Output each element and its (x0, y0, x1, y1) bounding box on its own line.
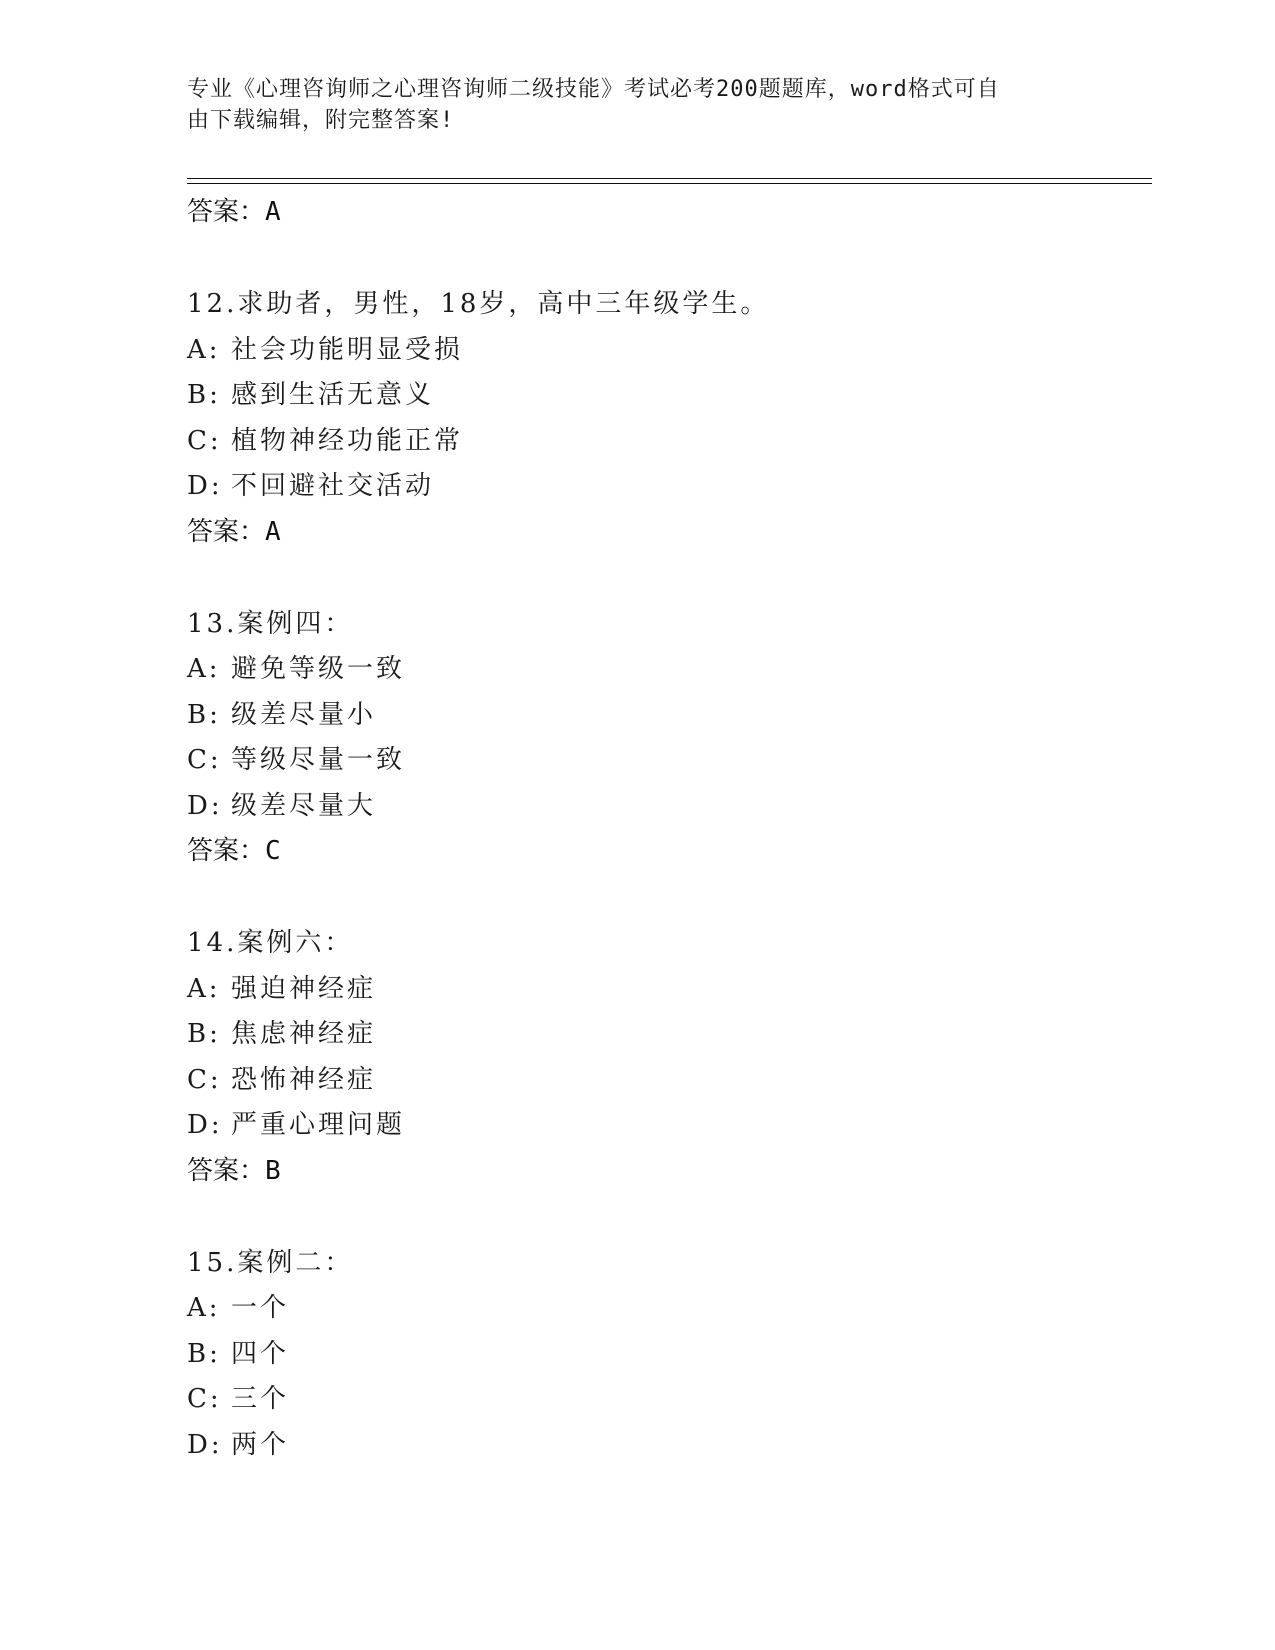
option-b (187, 693, 1087, 739)
option-b (187, 373, 1087, 419)
option-a (187, 328, 1087, 374)
question-block-12 (187, 282, 1087, 555)
question-block-14 (187, 921, 1087, 1194)
option-a (187, 1286, 1087, 1332)
option-letter: D: (187, 471, 223, 501)
option-text: 感到生活无意义 (231, 380, 435, 410)
option-text: 四个 (231, 1338, 290, 1369)
option-d (187, 784, 1087, 830)
question-title: 14.案例六： (187, 928, 354, 958)
option-text: 等级尽量一致 (231, 745, 406, 775)
previous-answer: 答案：A (187, 197, 281, 227)
option-letter: A: (187, 334, 221, 365)
option-d (187, 1423, 1087, 1469)
option-text: 两个 (231, 1429, 290, 1460)
option-text: 社会功能明显受损 (231, 334, 464, 365)
answer-line: 答案：C (187, 836, 281, 866)
option-text: 级差尽量大 (231, 790, 377, 821)
header-line-1: 专业《心理咨询师之心理咨询师二级技能》考试必考200题题库，word格式可自 (187, 77, 1000, 102)
option-c (187, 419, 1087, 465)
option-b (187, 1332, 1087, 1378)
option-letter: D: (187, 1110, 223, 1140)
spacer (187, 874, 1087, 921)
option-letter: D: (187, 790, 223, 821)
option-letter: B: (187, 1338, 221, 1369)
option-text: 级差尽量小 (231, 699, 377, 730)
option-letter: B: (187, 699, 221, 730)
question-block-13 (187, 602, 1087, 875)
option-text: 一个 (231, 1293, 290, 1323)
option-c (187, 1377, 1087, 1423)
option-text: 避免等级一致 (231, 654, 406, 684)
spacer (187, 555, 1087, 602)
answer-line: 答案：B (187, 1155, 281, 1186)
option-text: 严重心理问题 (231, 1110, 406, 1140)
option-letter: A: (187, 1293, 221, 1323)
question-list (187, 190, 1087, 1468)
option-text: 焦虑神经症 (231, 1019, 377, 1049)
option-d (187, 1103, 1087, 1149)
option-letter: C: (187, 1384, 222, 1414)
question-title: 15.案例二： (187, 1247, 354, 1278)
option-text: 恐怖神经症 (231, 1064, 377, 1095)
question-block-15 (187, 1241, 1087, 1469)
option-letter: D: (187, 1429, 223, 1460)
option-letter: C: (187, 425, 222, 456)
header-line-2: 由下载编辑，附完整答案! (187, 108, 455, 133)
option-letter: C: (187, 1064, 222, 1095)
header-divider (187, 178, 1152, 184)
option-text: 三个 (231, 1384, 290, 1414)
option-a (187, 647, 1087, 693)
option-letter: B: (187, 380, 221, 410)
option-a (187, 967, 1087, 1013)
document-header (187, 74, 1067, 136)
option-letter: A: (187, 654, 221, 684)
option-text: 不回避社交活动 (231, 471, 435, 501)
option-letter: A: (187, 973, 221, 1004)
option-d (187, 464, 1087, 510)
option-c (187, 738, 1087, 784)
spacer (187, 235, 1087, 282)
question-title: 13.案例四： (187, 608, 354, 639)
option-text: 强迫神经症 (231, 973, 377, 1004)
option-c (187, 1058, 1087, 1104)
answer-line: 答案：A (187, 516, 281, 547)
option-text: 植物神经功能正常 (231, 425, 464, 456)
option-letter: C: (187, 745, 222, 775)
question-title: 12.求助者，男性，18岁，高中三年级学生。 (187, 289, 770, 319)
spacer (187, 1194, 1087, 1241)
option-letter: B: (187, 1019, 221, 1049)
option-b (187, 1012, 1087, 1058)
